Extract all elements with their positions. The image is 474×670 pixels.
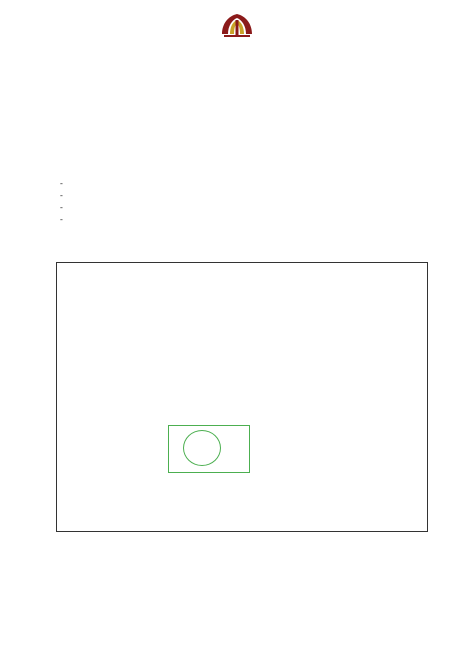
venn-set-e: [183, 430, 221, 466]
university-logo-icon: [218, 10, 256, 62]
part-a-box: [56, 262, 428, 532]
document-page: - - - -: [0, 0, 474, 670]
